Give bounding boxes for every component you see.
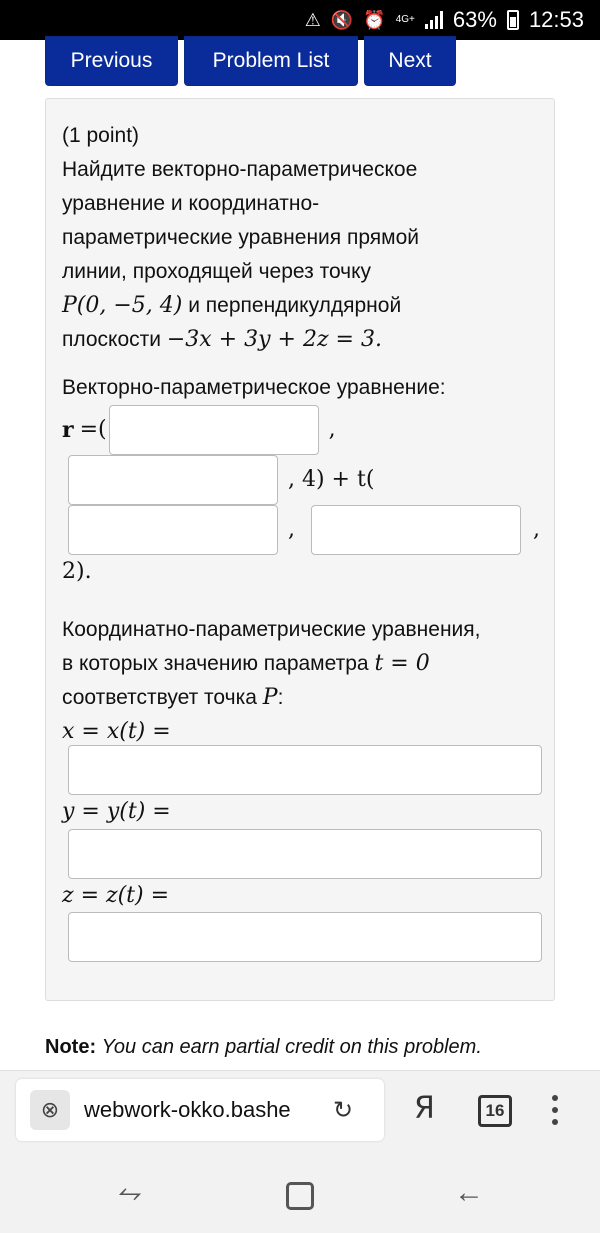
direction-x-input[interactable] xyxy=(68,505,278,555)
reload-icon[interactable]: ↻ xyxy=(333,1096,354,1124)
statement-line-2: уравнение и координатно- xyxy=(62,192,320,215)
back-icon[interactable]: ← xyxy=(454,1176,484,1209)
yandex-button[interactable]: Я xyxy=(414,1091,435,1126)
comma-3: , xyxy=(533,517,540,542)
home-icon[interactable] xyxy=(286,1182,314,1210)
param-expression: t = 0 xyxy=(374,651,430,676)
status-bar xyxy=(0,0,600,40)
plane-expression: −3x + 3y + 2z = 3. xyxy=(166,327,382,352)
problem-points: (1 point) xyxy=(62,124,140,147)
vector-point-y-input[interactable] xyxy=(68,455,278,505)
coord-colon: : xyxy=(277,686,284,709)
problem-nav xyxy=(45,36,456,86)
z-of-t-input[interactable] xyxy=(68,912,542,962)
vector-row-2 xyxy=(68,455,374,505)
statement-line-1: Найдите векторно-параметрическое xyxy=(62,158,418,181)
vector-point-x-input[interactable] xyxy=(109,405,319,455)
site-security-icon[interactable]: ⊗ xyxy=(30,1090,70,1130)
problem-list-button[interactable]: Problem List xyxy=(184,36,358,86)
next-button[interactable]: Next xyxy=(364,36,456,86)
coord-section xyxy=(62,613,542,749)
battery-icon xyxy=(507,10,519,30)
status-time: 12:53 xyxy=(528,7,584,32)
network-type: 4G+ xyxy=(395,14,415,25)
x-of-t-input[interactable] xyxy=(68,745,542,795)
coord-line-3-head: соответствует точка xyxy=(62,686,257,709)
vector-heading: Векторно-параметрическое уравнение: xyxy=(62,376,446,399)
vector-row-1 xyxy=(62,405,336,455)
z-label: z = z(t) = xyxy=(62,883,170,908)
alarm-icon: ⏰ xyxy=(363,9,386,30)
battery-percent: 63% xyxy=(452,7,497,32)
vector-row-3 xyxy=(68,505,540,555)
coord-point: P xyxy=(262,685,278,710)
comma-1: , xyxy=(328,417,336,442)
x-label: x = x(t) = xyxy=(62,719,171,744)
statement-line-6-head: плоскости xyxy=(62,328,161,351)
known-component: , 4) + t( xyxy=(288,467,375,492)
mute-icon: 🔇 xyxy=(330,9,354,30)
comma-2: , xyxy=(288,517,295,542)
note xyxy=(45,1036,482,1059)
direction-y-input[interactable] xyxy=(311,505,521,555)
y-of-t-input[interactable] xyxy=(68,829,542,879)
coord-line-1: Координатно-параметрические уравнения, xyxy=(62,618,481,641)
vector-eq-open: =( xyxy=(79,417,107,442)
vector-r: r xyxy=(62,417,74,443)
y-label: y = y(t) = xyxy=(62,799,171,824)
coord-line-2-head: в которых значению параметра xyxy=(62,652,369,675)
note-label: Note: xyxy=(45,1036,97,1058)
address-bar[interactable] xyxy=(16,1079,384,1141)
recent-apps-icon[interactable]: ⥊ xyxy=(118,1176,142,1209)
statement-line-5 xyxy=(62,289,538,323)
statement-line-6 xyxy=(62,323,538,357)
browser-bar xyxy=(0,1070,600,1150)
vector-close: 2). xyxy=(62,559,92,584)
statement-line-3: параметрические уравнения прямой xyxy=(62,226,420,249)
data-saver-icon: ⚠ xyxy=(304,9,321,30)
coord-line-3 xyxy=(62,681,542,715)
point-expression: P(0, −5, 4) xyxy=(62,293,183,318)
menu-icon[interactable] xyxy=(552,1095,558,1125)
statement-line-5-tail: и перпендикулдярной xyxy=(188,294,402,317)
problem-box xyxy=(45,98,555,1001)
system-nav-bar xyxy=(0,1150,600,1233)
statement-line-4: линии, проходящей через точку xyxy=(62,260,372,283)
note-message: You can earn partial credit on this problem. xyxy=(101,1036,482,1058)
coord-line-2 xyxy=(62,647,542,681)
signal-icon xyxy=(425,11,443,29)
previous-button[interactable]: Previous xyxy=(45,36,178,86)
tab-count-button[interactable]: 16 xyxy=(478,1095,512,1127)
url-text[interactable]: webwork-okko.bashe xyxy=(84,1097,291,1122)
